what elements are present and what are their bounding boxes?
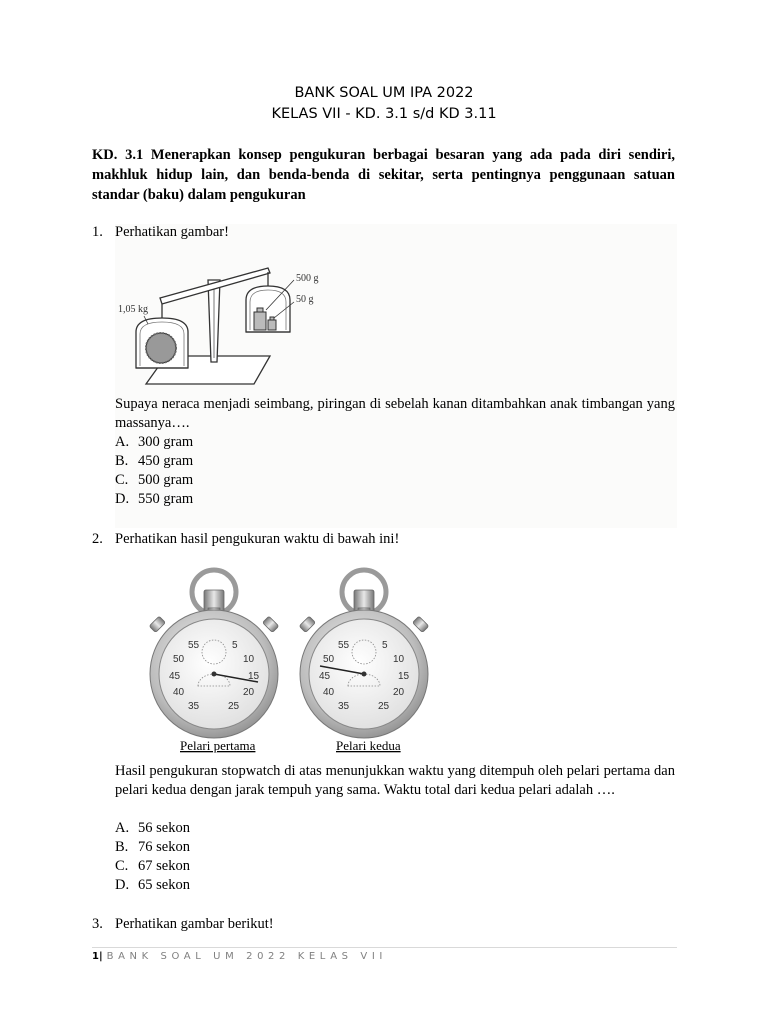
page-number: 1: [92, 951, 99, 962]
stopwatch-first-runner: [149, 570, 279, 738]
q2-option-a[interactable]: A. 56 sekon: [115, 820, 190, 836]
svg-text:10: 10: [243, 654, 255, 665]
svg-text:15: 15: [398, 671, 410, 682]
q2-option-b[interactable]: B. 76 sekon: [115, 839, 190, 855]
q2-options: [115, 819, 675, 895]
svg-text:20: 20: [393, 687, 405, 698]
svg-text:5: 5: [232, 640, 238, 651]
svg-text:20: 20: [243, 687, 255, 698]
footer-separator: |: [98, 951, 103, 962]
svg-text:10: 10: [393, 654, 405, 665]
q2-prompt: [92, 530, 399, 549]
page-footer: [92, 951, 387, 962]
footer-divider: [92, 947, 677, 948]
svg-text:25: 25: [378, 701, 390, 712]
svg-text:25: 25: [228, 701, 240, 712]
q2-prompt-text: Perhatikan hasil pengukuran waktu di bawah ini!: [115, 531, 400, 547]
q3-prompt: [92, 915, 274, 934]
svg-text:55: 55: [338, 640, 350, 651]
q1-option-d[interactable]: D. 550 gram: [115, 491, 194, 507]
svg-text:45: 45: [169, 671, 181, 682]
footer-text: BANK SOAL UM 2022 KELAS VII: [106, 951, 387, 962]
label-1-05-kg: 1,05 kg: [118, 304, 148, 315]
svg-text:50: 50: [173, 654, 185, 665]
q1-option-c[interactable]: C. 500 gram: [115, 472, 194, 488]
svg-text:55: 55: [188, 640, 200, 651]
svg-text:40: 40: [323, 687, 335, 698]
q1-options: [115, 433, 675, 509]
q2-number: 2.: [92, 531, 103, 547]
q1-option-b[interactable]: B. 450 gram: [115, 453, 194, 469]
label-500-g: 500 g: [296, 273, 319, 284]
q2-option-d[interactable]: D. 65 sekon: [115, 877, 190, 893]
label-50-g: 50 g: [296, 294, 314, 305]
stopwatch-figure: [140, 562, 440, 762]
balance-scale-figure: [118, 250, 348, 390]
svg-text:35: 35: [188, 701, 200, 712]
weight-500g: [254, 312, 266, 330]
caption-first-runner: Pelari pertama: [180, 738, 256, 753]
stopwatch-second-runner: [299, 570, 429, 738]
q2-question: Hasil pengukuran stopwatch di atas menunjukkan waktu yang ditempuh oleh pelari pertama dan pelari kedua dengan jarak tempuh yang sama. Waktu total dari kedua pelari adalah ….: [115, 763, 675, 798]
kd-heading: KD. 3.1 Menerapkan konsep pengukuran berbagai besaran yang ada pada diri sendiri, makhluk hidup lain, dan benda-benda di sekitar, serta pentingnya penggunaan satuan standar (baku) dalam pengukuran: [92, 147, 675, 203]
q3-number: 3.: [92, 916, 103, 932]
q1-question: Supaya neraca menjadi seimbang, piringan di sebelah kanan ditambahkan anak timbangan yang massanya….: [115, 396, 675, 431]
svg-text:50: 50: [323, 654, 335, 665]
document-title: BANK SOAL UM IPA 2022: [294, 85, 474, 101]
q3-prompt-text: Perhatikan gambar berikut!: [115, 916, 274, 932]
svg-text:15: 15: [248, 671, 260, 682]
svg-text:5: 5: [382, 640, 388, 651]
svg-text:35: 35: [338, 701, 350, 712]
caption-second-runner: Pelari kedua: [336, 738, 401, 753]
q1-option-a[interactable]: A. 300 gram: [115, 434, 194, 450]
q2-option-c[interactable]: C. 67 sekon: [115, 858, 190, 874]
q1-prompt: [92, 223, 229, 242]
weight-50g: [268, 320, 276, 330]
svg-text:40: 40: [173, 687, 185, 698]
q1-prompt-text: Perhatikan gambar!: [115, 224, 229, 240]
document-subtitle: KELAS VII - KD. 3.1 s/d KD 3.11: [271, 106, 497, 122]
svg-text:45: 45: [319, 671, 331, 682]
q1-number: 1.: [92, 224, 103, 240]
